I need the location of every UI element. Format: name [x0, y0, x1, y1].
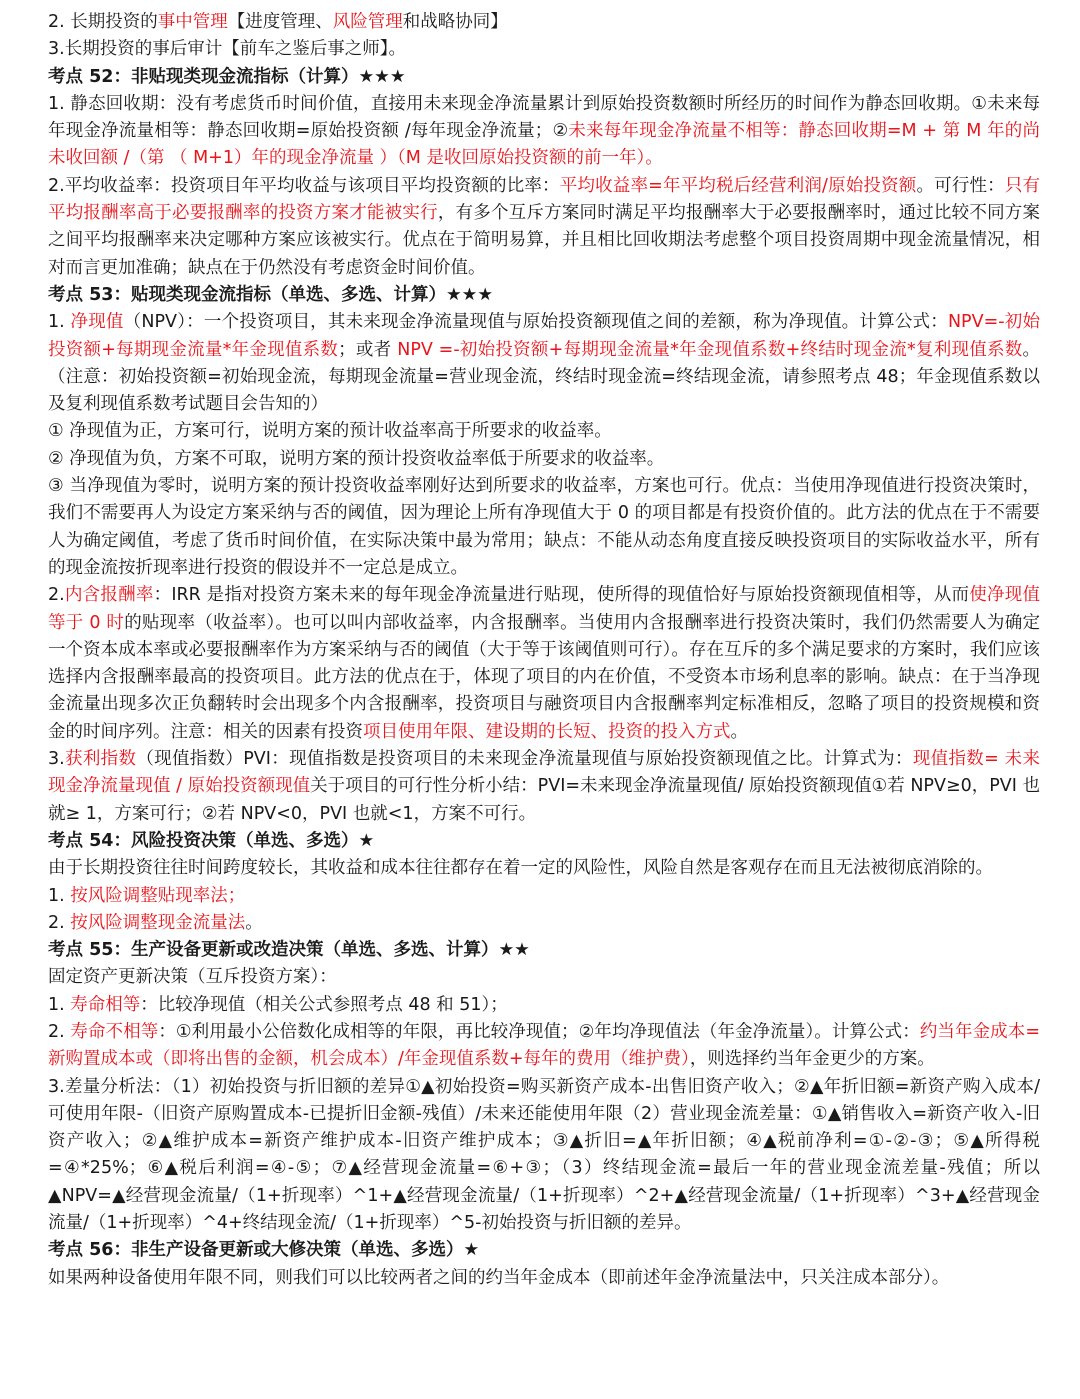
- text-run: 固定资产更新决策（互斥投资方案）：: [48, 967, 337, 988]
- text-run: 考点 56：非生产设备更新或大修决策（单选、多选）★: [48, 1240, 480, 1261]
- text-run: 2.: [48, 912, 71, 933]
- text-run: 1.: [48, 312, 71, 333]
- section-heading: [48, 1237, 1040, 1264]
- paragraph: [48, 1265, 1040, 1292]
- highlighted-text: 寿命相等: [70, 994, 141, 1015]
- text-run: 3.长期投资的事后审计【前车之鉴后事之师】。: [48, 39, 406, 60]
- paragraph: [48, 855, 1040, 882]
- paragraph: [48, 418, 1040, 445]
- paragraph: [48, 992, 1040, 1019]
- text-run: 。可行性：: [916, 175, 1005, 196]
- highlighted-text: 获利指数: [64, 749, 137, 770]
- text-run: 1. 静态回收期：没有考虑货币时间价值，直接用未来现金净流量累计到原始投资数额时所经历的时间作为静态回收期。①未来每年现金净流量相等：静态回收期=原始投资额 /每年现金净流量；②: [48, 93, 1040, 142]
- highlighted-text: NPV =-初始投资额+每期现金流量*年金现值系数+终结时现金流*复利现值系数: [397, 339, 1023, 360]
- text-run: ③ 当净现值为零时，说明方案的预计投资收益率刚好达到所要求的收益率，方案也可行。优点：当使用净现值进行投资决策时，我们不需要再人为设定方案采纳与否的阈值，因为理论上所有净现值大于 0 的项目都是有投资价值的。此方法的优点在于不需要人为确定阈值，考虑了货币时间价值，在实际决策中最为常用；缺点：不能从动态角度直接反映投资项目的实际收益水平，所有的现金流按折现率进行投资的假设并不一定总是成立。: [48, 476, 1040, 578]
- highlighted-text: 约当年金成本=新购置成本或（即将出售的金额，机会成本）/年金现值系数+每年的费用（维护费）: [48, 1021, 1041, 1070]
- highlighted-text: 按风险调整贴现率法；: [70, 885, 246, 906]
- text-run: （现值指数）PVI：现值指数是投资项目的未来现金净流量现值与原始投资额现值之比。计算式为：: [136, 749, 913, 770]
- text-run: 【进度管理、: [227, 12, 333, 32]
- section-heading: [48, 64, 1040, 91]
- paragraph: [48, 1074, 1040, 1238]
- text-run: ，则选择约当年金更少的方案。: [689, 1049, 935, 1070]
- highlighted-text: 内含报酬率: [64, 585, 154, 606]
- highlighted-text: 事中管理: [157, 12, 228, 32]
- text-run: 和战略协同】: [402, 12, 508, 32]
- highlighted-text: NPV=-初始投资额+每期现金流量*年金现值系数: [48, 312, 1040, 360]
- highlighted-text: 净现值: [70, 312, 124, 333]
- highlighted-text: 风险管理: [332, 12, 403, 32]
- text-run: ：比较净现值（相关公式参照考点 48 和 51）；: [140, 994, 508, 1015]
- highlighted-text: 使净现值等于 0 时: [48, 585, 1041, 633]
- text-run: 2.平均收益率：投资项目年平均收益与该项目平均投资额的比率：: [48, 175, 560, 196]
- text-run: （NPV）：一个投资项目，其未来现金净流量现值与原始投资额现值之间的差额，称为净现值。计算公式：: [123, 312, 948, 333]
- paragraph: [48, 36, 1040, 63]
- paragraph: [48, 91, 1040, 173]
- text-run: 。: [730, 721, 748, 742]
- paragraph: [48, 9, 1040, 36]
- text-run: ，有多个互斥方案同时满足平均报酬率大于必要报酬率时，通过比较不同方案之间平均报酬率来决定哪种方案应该被实行。优点在于简明易算，并且相比回收期法考虑整个项目投资周期中现金流量情况，相对而言更加准确；缺点在于仍然没有考虑资金时间价值。: [48, 203, 1041, 278]
- highlighted-text: 按风险调整现金流量法: [70, 912, 246, 933]
- highlighted-text: 未来每年现金净流量不相等：静态回收期=M + 第 M 年的尚未收回额 /（第 （ M+1）年的现金净流量 ）（M 是收回原始投资额的前一年）。: [48, 121, 1041, 169]
- highlighted-text: 寿命不相等: [70, 1021, 159, 1042]
- text-run: 由于长期投资往往时间跨度较长，其收益和成本往往都存在着一定的风险性，风险自然是客观存在而且无法被彻底消除的。: [48, 858, 993, 879]
- text-run: 1.: [48, 994, 71, 1015]
- text-run: 1.: [48, 885, 71, 906]
- text-run: 考点 52：非贴现类现金流指标（计算）★★★: [48, 66, 406, 87]
- paragraph: [48, 883, 1040, 910]
- paragraph: [48, 582, 1040, 746]
- text-run: ② 净现值为负，方案不可取，说明方案的预计投资收益率低于所要求的收益率。: [48, 448, 665, 469]
- section-heading: [48, 828, 1040, 855]
- section-heading: [48, 282, 1040, 309]
- paragraph: [48, 746, 1040, 828]
- section-heading: [48, 937, 1040, 964]
- text-run: ；或者: [338, 339, 398, 360]
- paragraph: [48, 446, 1040, 473]
- paragraph: [48, 1019, 1040, 1074]
- highlighted-text: 只有平均报酬率高于必要报酬率的投资方案才能被实行: [48, 175, 1041, 224]
- text-run: 。（注意：初始投资额=初始现金流，每期现金流量=营业现金流，终结时现金流=终结现金流，请参照考点 48；年金现值系数以及复利现值系数考试题目会告知的）: [48, 339, 1040, 415]
- highlighted-text: 平均收益率=年平均税后经营利润/原始投资额: [559, 175, 917, 196]
- text-run: 考点 55：生产设备更新或改造决策（单选、多选、计算）★★: [48, 940, 530, 961]
- text-run: 关于项目的可行性分析小结：PVI=未来现金净流量现值/ 原始投资额现值①若 NPV≥0，PVI 也就≥ 1，方案可行；②若 NPV<0，PVI 也就<1，方案不可行。: [48, 776, 1041, 824]
- text-run: 2.: [48, 585, 65, 606]
- text-run: 如果两种设备使用年限不同，则我们可以比较两者之间的约当年金成本（即前述年金净流量法中，只关注成本部分）。: [48, 1267, 950, 1288]
- text-run: ① 净现值为正，方案可行，说明方案的预计收益率高于所要求的收益率。: [48, 421, 612, 442]
- paragraph: [48, 964, 1040, 991]
- text-run: 3.: [48, 749, 65, 770]
- text-run: 。: [245, 912, 263, 933]
- paragraph: [48, 309, 1040, 418]
- text-run: 2.: [48, 1021, 71, 1042]
- text-run: 考点 54：风险投资决策（单选、多选）★: [48, 830, 375, 851]
- paragraph: [48, 173, 1040, 282]
- text-run: 3.差量分析法：（1）初始投资与折旧额的差异①▲初始投资=购买新资产成本-出售旧资产收入；②▲年折旧额=新资产购入成本/可使用年限-（旧资产原购置成本-已提折旧金额-残值）/未来还能使用年限（2）营业现金流差量：①▲销售收入=新资产收入-旧资产收入；②▲维护成本=新资产维护成本-旧资产维护成本；③▲折旧=▲年折旧额；④▲税前净利=①-②-③；⑤▲所得税=④*25%；⑥▲税后利润=④-⑤；⑦▲经营现金流量=⑥+③；（3）终结现金流=最后一年的营业现金流差量-残值；所以▲NPV=▲经营现金流量/（1+折现率）^1+▲经营现金流量/（1+折现率）^2+▲经营现金流量/（1+折现率）^3+▲经营现金流量/（1+折现率）^4+终结现金流/（1+折现率）^5-初始投资与折旧额的差异。: [48, 1076, 1040, 1234]
- text-run: ：①利用最小公倍数化成相等的年限，再比较净现值；②年均净现值法（年金净流量）。计算公式：: [158, 1021, 920, 1042]
- text-run: 2. 长期投资的: [48, 12, 158, 32]
- highlighted-text: 现值指数= 未来现金净流量现值 / 原始投资额现值: [48, 749, 1041, 797]
- paragraph: [48, 910, 1040, 937]
- text-run: 考点 53：贴现类现金流指标（单选、多选、计算）★★★: [48, 284, 494, 305]
- text-run: ：IRR 是指对投资方案未来的每年现金净流量进行贴现，使所得的现值恰好与原始投资额现值相等，从而: [153, 585, 970, 606]
- text-run: 的贴现率（收益率）。也可以叫内部收益率，内含报酬率。当使用内含报酬率进行投资决策时，我们仍然需要人为确定一个资本成本率或必要报酬率作为方案采纳与否的阈值（大于等于该阈值则可行）。存在互斥的多个满足要求的方案时，我们应该选择内含报酬率最高的投资项目。此方法的优点在于，体现了项目的内在价值，不受资本市场利息率的影响。缺点：在于当净现金流量出现多次正负翻转时会出现多个内含报酬率，投资项目与融资项目内含报酬率判定标准相反，忽略了项目的投资规模和资金的时间序列。注意：相关的因素有投资: [48, 612, 1040, 742]
- paragraph: [48, 473, 1040, 582]
- highlighted-text: 项目使用年限、建设期的长短、投资的投入方式: [363, 721, 731, 742]
